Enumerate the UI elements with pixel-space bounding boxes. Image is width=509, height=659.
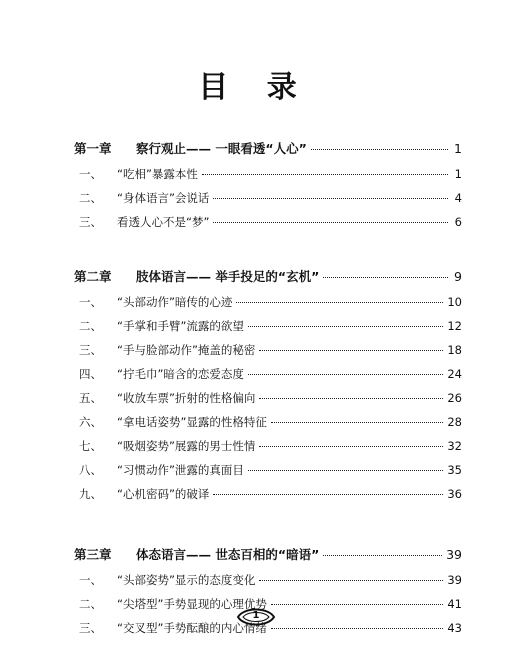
page-number: 4 (454, 191, 462, 205)
chapter-heading[interactable] (74, 264, 462, 290)
leader-dots (311, 149, 448, 150)
spacer (74, 234, 462, 264)
leader-dots (248, 326, 443, 327)
entry-number: 三、 (79, 215, 102, 229)
page-number: 35 (447, 463, 462, 477)
chapter-number: 第一章 (74, 141, 112, 156)
leader-dots (236, 302, 443, 303)
chapter-number: 第三章 (74, 547, 112, 562)
page-number: 32 (447, 439, 462, 453)
entry-title: “习惯动作”泄露的真面目 (117, 463, 244, 477)
page-number: 39 (446, 547, 462, 562)
page-number: 1 (454, 141, 462, 156)
entry-number: 四、 (79, 367, 102, 381)
leader-dots (259, 446, 443, 447)
leader-dots (259, 398, 443, 399)
leader-dots (323, 555, 442, 556)
entry-title: “身体语言”会说话 (117, 191, 210, 205)
spacer (74, 506, 462, 542)
entry-number: 五、 (79, 391, 102, 405)
toc-entry[interactable] (74, 482, 462, 506)
chapter-number: 第二章 (74, 269, 112, 284)
toc-entry[interactable] (74, 434, 462, 458)
entry-title: “心机密码”的破译 (117, 487, 210, 501)
entry-number: 二、 (79, 597, 102, 611)
entry-number: 一、 (79, 167, 102, 181)
entry-title: “头部姿势”显示的态度变化 (117, 573, 256, 587)
entry-number: 二、 (79, 191, 102, 205)
entry-title: “尖塔型”手势显现的心理优势 (117, 597, 267, 611)
entry-number: 七、 (79, 439, 102, 453)
chapter-title: 体态语言—— 世态百相的“暗语” (136, 547, 320, 562)
page-number: 28 (447, 415, 462, 429)
page-number: 43 (447, 621, 462, 635)
page-footer (236, 604, 276, 630)
entry-number: 六、 (79, 415, 102, 429)
entry-number: 九、 (79, 487, 102, 501)
toc-entry[interactable] (74, 362, 462, 386)
leader-dots (271, 604, 443, 605)
leader-dots (213, 198, 448, 199)
toc-entry[interactable] (74, 290, 462, 314)
entry-title: “拧毛巾”暗含的恋爱态度 (117, 367, 244, 381)
leader-dots (248, 470, 443, 471)
entry-number: 三、 (79, 343, 102, 357)
toc-entry[interactable] (74, 410, 462, 434)
toc-entry[interactable] (74, 314, 462, 338)
chapter-title: 察行观止—— 一眼看透“人心” (136, 141, 307, 156)
page-number: 26 (447, 391, 462, 405)
chapter-heading[interactable] (74, 542, 462, 568)
chapter-title: 肢体语言—— 举手投足的“玄机” (136, 269, 320, 284)
entry-number: 一、 (79, 573, 102, 587)
toc-entry[interactable] (74, 186, 462, 210)
entry-title: “拿电话姿势”显露的性格特征 (117, 415, 267, 429)
page-number: 1 (454, 167, 462, 181)
chapter-1 (74, 136, 462, 234)
chapter-2 (74, 264, 462, 506)
page-number: 6 (454, 215, 462, 229)
toc-entry[interactable] (74, 458, 462, 482)
toc-entry[interactable] (74, 162, 462, 186)
toc-entry[interactable] (74, 338, 462, 362)
chapter-heading[interactable] (74, 136, 462, 162)
page-number: 39 (447, 573, 462, 587)
entry-title: “手掌和手臂”流露的欲望 (117, 319, 244, 333)
page-number: 10 (447, 295, 462, 309)
page-number: 24 (447, 367, 462, 381)
entry-title: “吃相”暴露本性 (117, 167, 198, 181)
leader-dots (213, 222, 448, 223)
leader-dots (323, 277, 448, 278)
leader-dots (248, 374, 443, 375)
footer-page-number: 1 (252, 610, 260, 621)
leader-dots (259, 580, 443, 581)
entry-title: “头部动作”暗传的心迹 (117, 295, 233, 309)
page-number: 18 (447, 343, 462, 357)
leader-dots (271, 628, 443, 629)
entry-number: 二、 (79, 319, 102, 333)
entry-number: 一、 (79, 295, 102, 309)
toc-entry[interactable] (74, 568, 462, 592)
leader-dots (202, 174, 448, 175)
toc-entry[interactable] (74, 210, 462, 234)
page-title: 目 录 (198, 70, 311, 105)
page-number: 41 (447, 597, 462, 611)
entry-title: “手与脸部动作”掩盖的秘密 (117, 343, 256, 357)
entry-title: “收放车票”折射的性格偏向 (117, 391, 256, 405)
entry-title: “交叉型”手势酝酿的内心情绪 (117, 621, 267, 635)
entry-title: “吸烟姿势”展露的男士性情 (117, 439, 256, 453)
page-number: 9 (454, 269, 462, 284)
page-number: 12 (447, 319, 462, 333)
leader-dots (213, 494, 443, 495)
entry-number: 八、 (79, 463, 102, 477)
entry-number: 三、 (79, 621, 102, 635)
leader-dots (259, 350, 443, 351)
table-of-contents (74, 136, 462, 640)
page-number: 36 (447, 487, 462, 501)
leader-dots (271, 422, 443, 423)
entry-title: 看透人心不是“梦” (117, 215, 210, 229)
toc-entry[interactable] (74, 386, 462, 410)
